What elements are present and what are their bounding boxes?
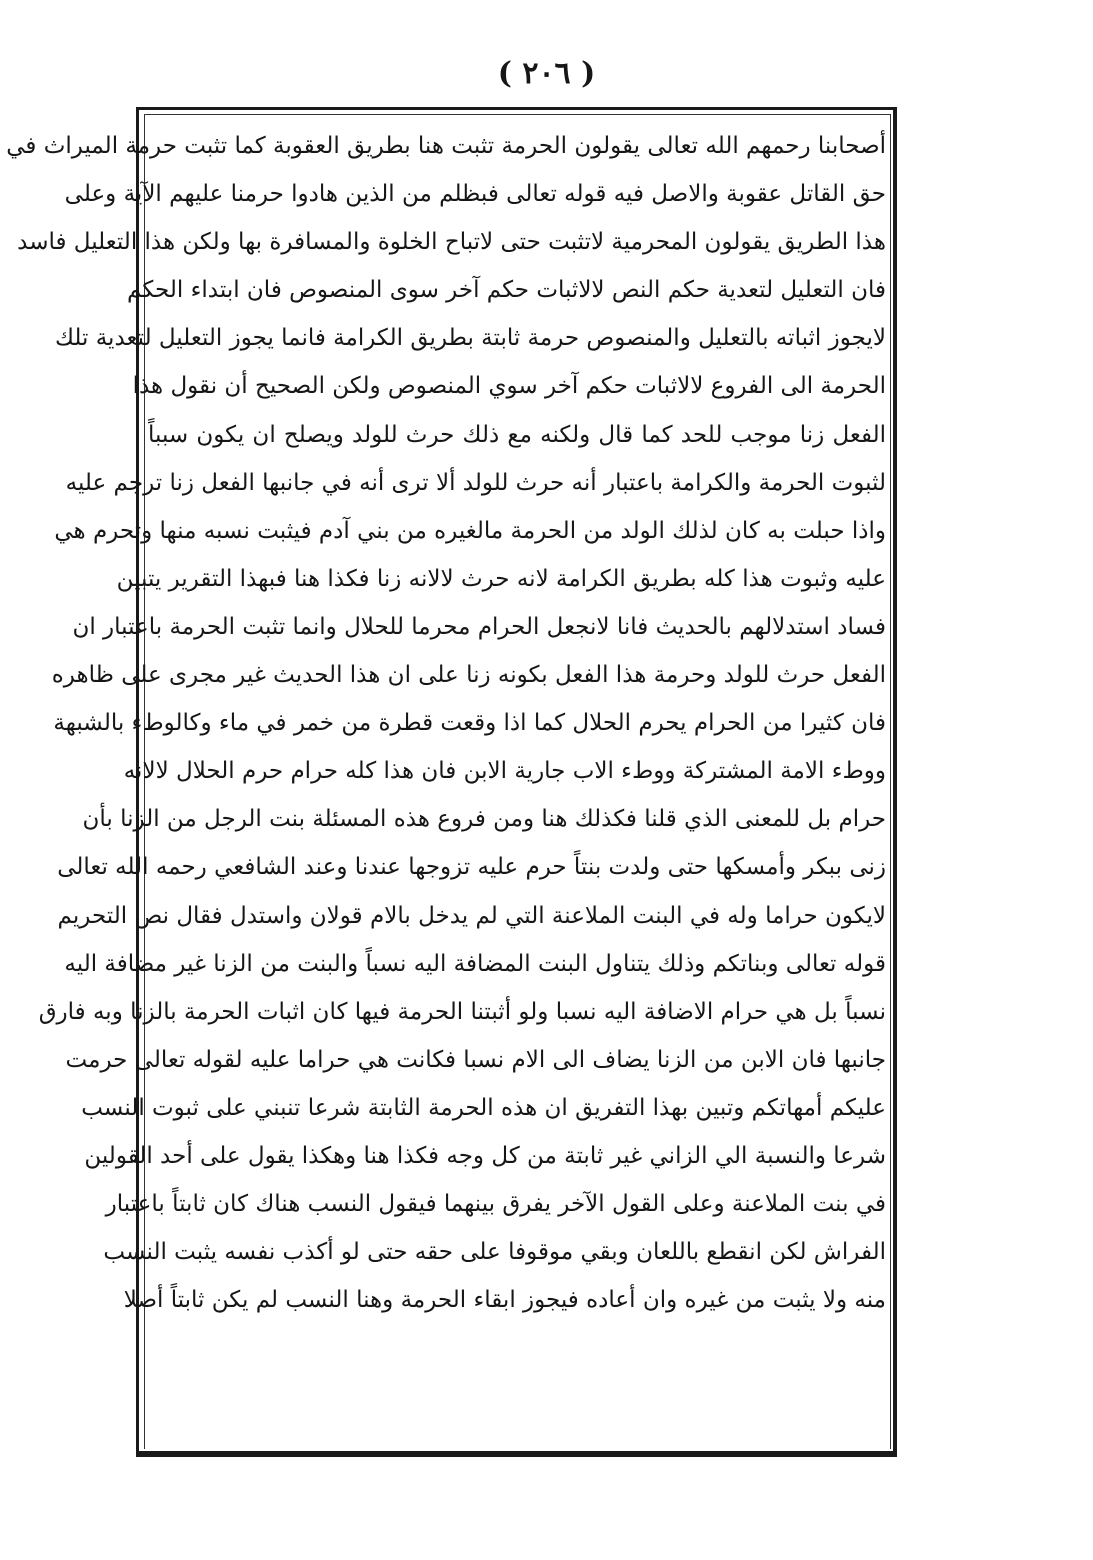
text-line: فساد استدلالهم بالحديث فانا لانجعل الحرام محرما للحلال وانما تثبت الحرمة باعتبار ان [72,613,886,640]
text-body [6,122,886,1469]
text-line: الفعل زنا موجب للحد كما قال ولكنه مع ذلك حرث للولد ويصلح ان يكون سبباً [148,421,886,448]
text-line: شرعا والنسبة الي الزاني غير ثابتة من كل وجه فكذا هنا وهكذا يقول على أحد القولين [84,1142,886,1169]
text-line: نسباً بل هي حرام الاضافة اليه نسبا ولو أثبتنا الحرمة فيها كان اثبات الحرمة بالزنا وبه فارق [38,998,886,1025]
text-line: قوله تعالى وبناتكم وذلك يتناول البنت المضافة اليه نسباً والبنت من الزنا غير مضافة اليه [64,950,886,977]
text-line: حق القاتل عقوبة والاصل فيه قوله تعالى فبظلم من الذين هادوا حرمنا عليهم الآية وعلى [64,181,886,208]
text-line: الفعل حرث للولد وحرمة هذا الفعل بكونه زنا على ان هذا الحديث غير مجرى على ظاهره [51,662,886,689]
text-line: فان كثيرا من الحرام يحرم الحلال كما اذا وقعت قطرة من خمر في ماء وكالوطء بالشبهة [53,710,886,737]
text-line: هذا الطريق يقولون المحرمية لاتثبت حتى لاتباح الخلوة والمسافرة بها ولكن هذا التعليل فاسد [17,229,886,256]
text-line: واذا حبلت به كان لذلك الولد من الحرمة مالغيره من بني آدم فيثبت نسبه منها وتحرم هي [54,517,886,544]
text-line: عليكم أمهاتكم وتبين بهذا التفريق ان هذه الحرمة الثابتة شرعا تنبني على ثبوت النسب [81,1094,886,1121]
text-line: ووطء الامة المشتركة ووطء الاب جارية الابن فان هذا كله حرام حرم الحلال لالانه [123,758,886,785]
text-line: في بنت الملاعنة وعلى القول الآخر يفرق بينهما فيقول النسب هناك كان ثابتاً باعتبار [105,1191,886,1218]
text-line: الحرمة الى الفروع لالاثبات حكم آخر سوي المنصوص ولكن الصحيح أن نقول هذا [132,373,886,400]
text-line [148,1421,886,1469]
text-line: جانبها فان الابن من الزنا يضاف الى الام نسبا فكانت هي حراما عليه لقوله تعالى حرمت [65,1046,886,1073]
text-line: حرام بل للمعنى الذي قلنا فكذلك هنا ومن فروع هذه المسئلة بنت الرجل من الزنا بأن [82,806,886,833]
text-line: عليه وثبوت هذا كله بطريق الكرامة لانه حرث لالانه زنا فكذا هنا فبهذا التقرير يتبين [116,565,886,592]
text-line [148,1372,886,1420]
text-line: فان التعليل لتعدية حكم النص لالاثبات حكم آخر سوى المنصوص فان ابتداء الحكم [127,277,886,304]
text-line: لثبوت الحرمة والكرامة باعتبار أنه حرث للولد ألا ترى أنه في جانبها الفعل زنا ترجم عليه [65,469,886,496]
text-line: لايكون حراما وله في البنت الملاعنة التي لم يدخل بالام قولان واستدل فقال نص التحريم [57,902,886,929]
text-line: لايجوز اثباته بالتعليل والمنصوص حرمة ثابتة بطريق الكرامة فانما يجوز التعليل لتعدية تلك [55,325,886,352]
page-number: ( ٢٠٦ ) [497,56,596,91]
text-line: زنى ببكر وأمسكها حتى ولدت بنتاً حرم عليه تزوجها عندنا وعند الشافعي رحمه الله تعالى [57,854,886,881]
text-line: منه ولا يثبت من غيره وان أعاده فيجوز ابقاء الحرمة وهنا النسب لم يكن ثابتاً أصلا [123,1287,886,1314]
text-line [148,1324,886,1372]
text-line: أصحابنا رحمهم الله تعالى يقولون الحرمة تثبت هنا بطريق العقوبة كما تثبت حرمة الميراث في [6,133,886,159]
text-line: الفراش لكن انقطع باللعان وبقي موقوفا على حقه حتى لو أكذب نفسه يثبت النسب [103,1239,886,1266]
